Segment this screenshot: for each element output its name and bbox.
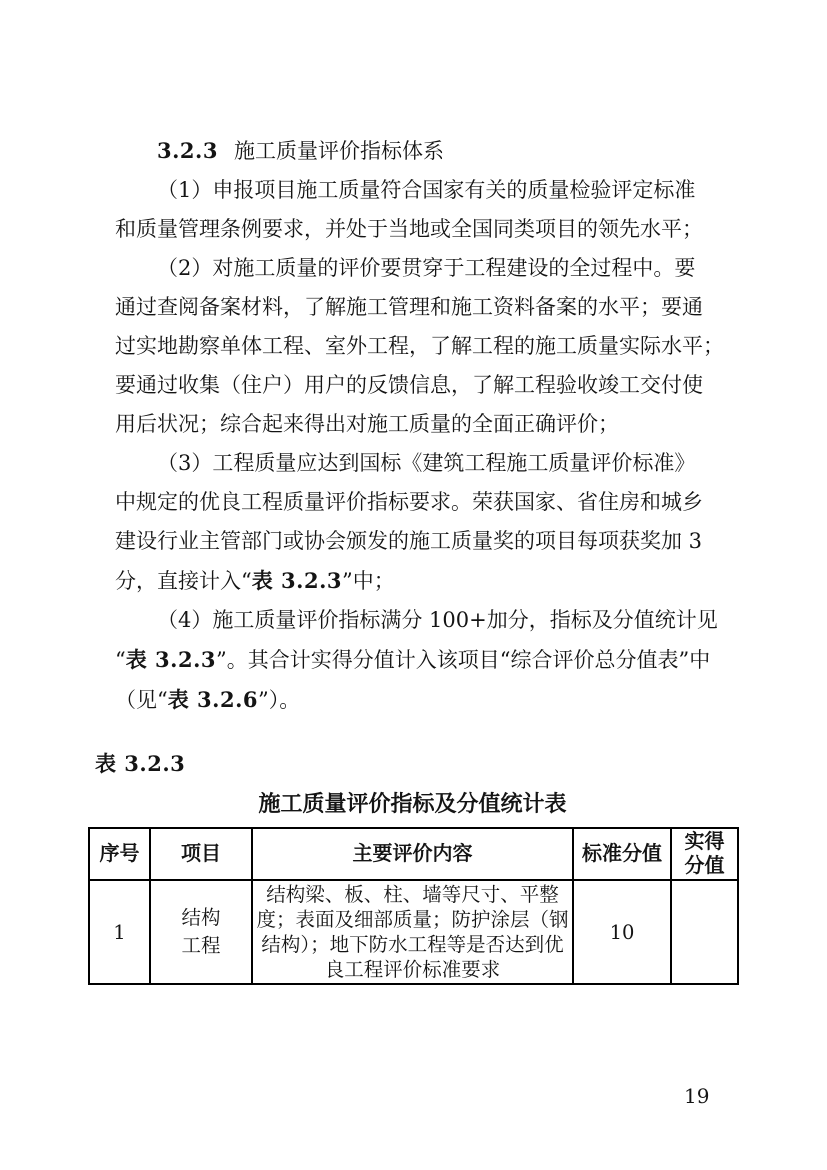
table-ref-3-2-3: 表 3.2.3 <box>125 647 217 672</box>
table-row <box>89 880 738 984</box>
paragraph-2-line-2: 通过查阅备案材料，了解施工管理和施工资料备案的水平；要通 <box>115 295 703 319</box>
cell-actual-score <box>671 880 738 984</box>
paragraph-2-line-3: 过实地勘察单体工程、室外工程，了解工程的施工质量实际水平； <box>115 334 724 358</box>
paragraph-2-line-4: 要通过收集（住户）用户的反馈信息，了解工程验收竣工交付使 <box>115 373 703 397</box>
paragraph-3-line-4 <box>115 561 707 601</box>
paragraph-3-line-4-tail: ”中； <box>342 569 395 593</box>
header-cell-standard: 标准分值 <box>573 828 671 880</box>
page-number: 19 <box>684 1084 710 1108</box>
table-caption: 施工质量评价指标及分值统计表 <box>258 791 567 816</box>
section-heading <box>115 131 707 171</box>
section-number: 3.2.3 <box>157 138 218 163</box>
paragraph-4-line-3-tail: ”）。 <box>258 688 301 712</box>
header-cell-actual <box>671 828 738 880</box>
content-column <box>88 131 737 985</box>
paragraph-2-line-5: 用后状况；综合起来得出对施工质量的全面正确评价； <box>115 412 619 436</box>
paragraph-2-line-1: （2）对施工质量的评价要贯穿于工程建设的全过程中。要 <box>157 256 696 280</box>
paragraph-3-line-3: 建设行业主管部门或协会颁发的施工质量奖的项目每项获奖加 3 <box>115 529 703 553</box>
paragraph-4-line-3 <box>115 680 707 720</box>
header-cell-actual-text: 实得分值 <box>684 831 725 877</box>
paragraph-4-line-1: （4）施工质量评价指标满分 100+加分，指标及分值统计见 <box>157 608 718 632</box>
table-ref-3-2-6: 表 3.2.6 <box>167 687 259 712</box>
paragraph-4-line-2-tail: ”。其合计实得分值计入该项目“综合评价总分值表”中 <box>216 648 711 672</box>
section-title: 施工质量评价指标体系 <box>233 139 444 163</box>
cell-content: 结构梁、板、柱、墙等尺寸、平整度；表面及细部质量；防护涂层（钢结构）；地下防水工程等是否达到优良工程评价标准要求 <box>252 880 573 984</box>
cell-no: 1 <box>89 880 150 984</box>
paragraph-1-line-2: 和质量管理条例要求，并处于当地或全国同类项目的领先水平； <box>115 217 703 241</box>
paragraph-3-line-2: 中规定的优良工程质量评价指标要求。荣获国家、省住房和城乡 <box>115 490 703 514</box>
body-text <box>115 131 724 720</box>
header-cell-project: 项目 <box>150 828 252 880</box>
header-cell-no: 序号 <box>89 828 150 880</box>
paragraph-3-line-4-text: 分，直接计入“ <box>115 569 252 593</box>
cell-project <box>150 880 252 984</box>
table-ref-3-2-3: 表 3.2.3 <box>251 568 343 593</box>
paragraph-3-line-1: （3）工程质量应达到国标《建筑工程施工质量评价标准》 <box>157 451 696 475</box>
table-label: 表 3.2.3 <box>95 751 186 776</box>
score-table <box>88 827 739 985</box>
cell-standard-score: 10 <box>573 880 671 984</box>
table-header-row <box>89 828 738 880</box>
paragraph-4-line-2 <box>115 640 711 680</box>
cell-project-text: 结构工程 <box>181 906 221 957</box>
paragraph-4-line-3-text: （见“ <box>115 688 168 712</box>
header-cell-content: 主要评价内容 <box>252 828 573 880</box>
paragraph-1-line-1: （1）申报项目施工质量符合国家有关的质量检验评定标准 <box>157 178 696 202</box>
paragraph-4-line-2-text: “ <box>115 648 126 672</box>
